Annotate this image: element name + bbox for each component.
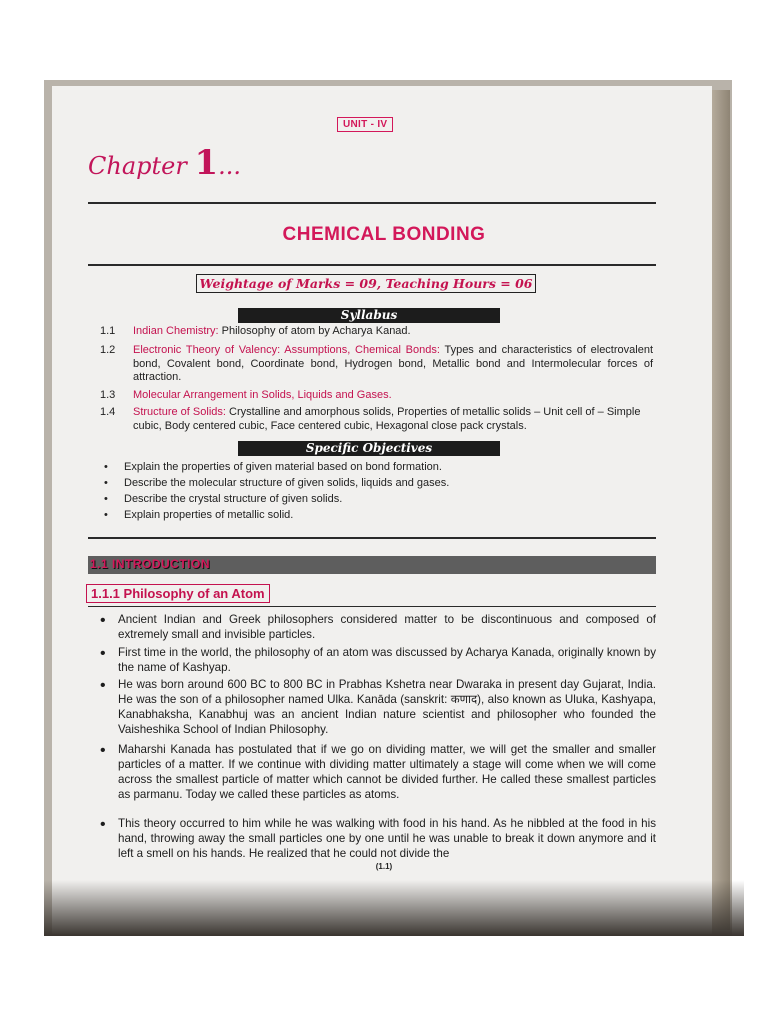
paragraph: Ancient Indian and Greek philosophers considered matter to be discontinuous and composed of extremely small and invisible particles. (118, 613, 656, 641)
objective-text: Describe the molecular structure of given solids, liquids and gases. (124, 477, 450, 489)
syllabus-title: Molecular Arrangement in Solids, Liquids and Gases. (133, 389, 392, 401)
objective-item (104, 477, 449, 489)
objective-item (104, 493, 342, 505)
bullet: • (104, 493, 108, 505)
bullet: • (100, 645, 106, 662)
syllabus-num: 1.1 (100, 325, 116, 337)
chapter-word: Chapter (88, 152, 187, 180)
syllabus-heading: Syllabus (238, 308, 500, 323)
bullet: • (100, 742, 106, 759)
syllabus-num: 1.4 (100, 406, 116, 418)
weightage-box: Weightage of Marks = 09, Teaching Hours = 06 (196, 274, 536, 293)
syllabus-text (133, 325, 653, 339)
objectives-heading: Specific Objectives (238, 441, 500, 456)
syllabus-title: Structure of Solids: (133, 406, 226, 418)
syllabus-desc: Philosophy of atom by Acharya Kanad. (218, 325, 411, 337)
top-rule (88, 202, 656, 204)
subsection-heading: 1.1.1 Philosophy of an Atom (86, 584, 270, 603)
syllabus-text (133, 389, 653, 403)
chapter-suffix: ... (218, 152, 242, 180)
chapter-title: CHEMICAL BONDING (282, 224, 486, 245)
bullet: • (100, 816, 106, 833)
intro-heading: 1.1 INTRODUCTION (90, 557, 211, 571)
objective-text: Explain properties of metallic solid. (124, 509, 294, 521)
paragraph: This theory occurred to him while he was walking with food in his hand. As he nibbled at the food in his hand, throwing away the small particles one by one until he was unable to break it down anymore and it left a smell on his hands. He realized that he could not divide the (118, 817, 656, 860)
paragraph: Maharshi Kanada has postulated that if we go on dividing matter, we will get the smaller and smaller particles of a matter. If we continue with dividing matter ultimately a stage will come when we will come across the smallest particle of matter which cannot be divided further. He called these smallest particles as parmanu. Today we called these particles as atoms. (118, 743, 656, 801)
section-rule (88, 537, 656, 539)
bullet: • (104, 461, 108, 473)
objective-item (104, 509, 293, 521)
bullet: • (104, 477, 108, 489)
page-number: (1.1) (375, 862, 393, 871)
chapter-number: 1 (194, 143, 219, 183)
objective-item (104, 461, 442, 473)
subsection-rule (88, 606, 656, 607)
syllabus-num: 1.2 (100, 344, 116, 356)
unit-label: UNIT - IV (337, 117, 393, 132)
bullet: • (100, 677, 106, 694)
objective-text: Explain the properties of given material based on bond formation. (124, 461, 442, 473)
title-rule (88, 264, 656, 266)
objective-text: Describe the crystal structure of given solids. (124, 493, 343, 505)
intro-band (88, 556, 656, 574)
syllabus-num: 1.3 (100, 389, 116, 401)
paragraph: First time in the world, the philosophy of an atom was discussed by Acharya Kanada, originally known by the name of Kashyap. (118, 646, 656, 674)
syllabus-text (133, 344, 653, 385)
chapter-heading (88, 143, 241, 183)
syllabus-title: Indian Chemistry: (133, 325, 219, 337)
paragraph: He was born around 600 BC to 800 BC in Prabhas Kshetra near Dwaraka in present day Gujarat, India. He was the son of a philosopher named Ulka. Kanāda (sanskrit: कणाद), also known as Uluka, Kashyapa, Kanabhaksha, Kanabhuj was an ancient Indian nature scientist and philosopher who founded the Vaisheshika School of Indian Philosophy. (118, 678, 656, 736)
syllabus-text (133, 406, 653, 433)
syllabus-title: Electronic Theory of Valency: Assumptions, Chemical Bonds: (133, 344, 440, 356)
syllabus-desc: Crystalline and amorphous solids, Properties of metallic solids – Unit cell of – Simple cubic, Body centered cubic, Face centered cubic, Hexagonal close pack crystals. (133, 406, 641, 432)
bullet: • (104, 509, 108, 521)
page-bottom-shadow (44, 880, 744, 936)
bullet: • (100, 612, 106, 629)
syllabus-desc: Types and characteristics of electrovalent bond, Covalent bond, Coordinate bond, Hydrogen bond, Metallic bond and Intermolecular forces of attraction. (133, 344, 654, 383)
